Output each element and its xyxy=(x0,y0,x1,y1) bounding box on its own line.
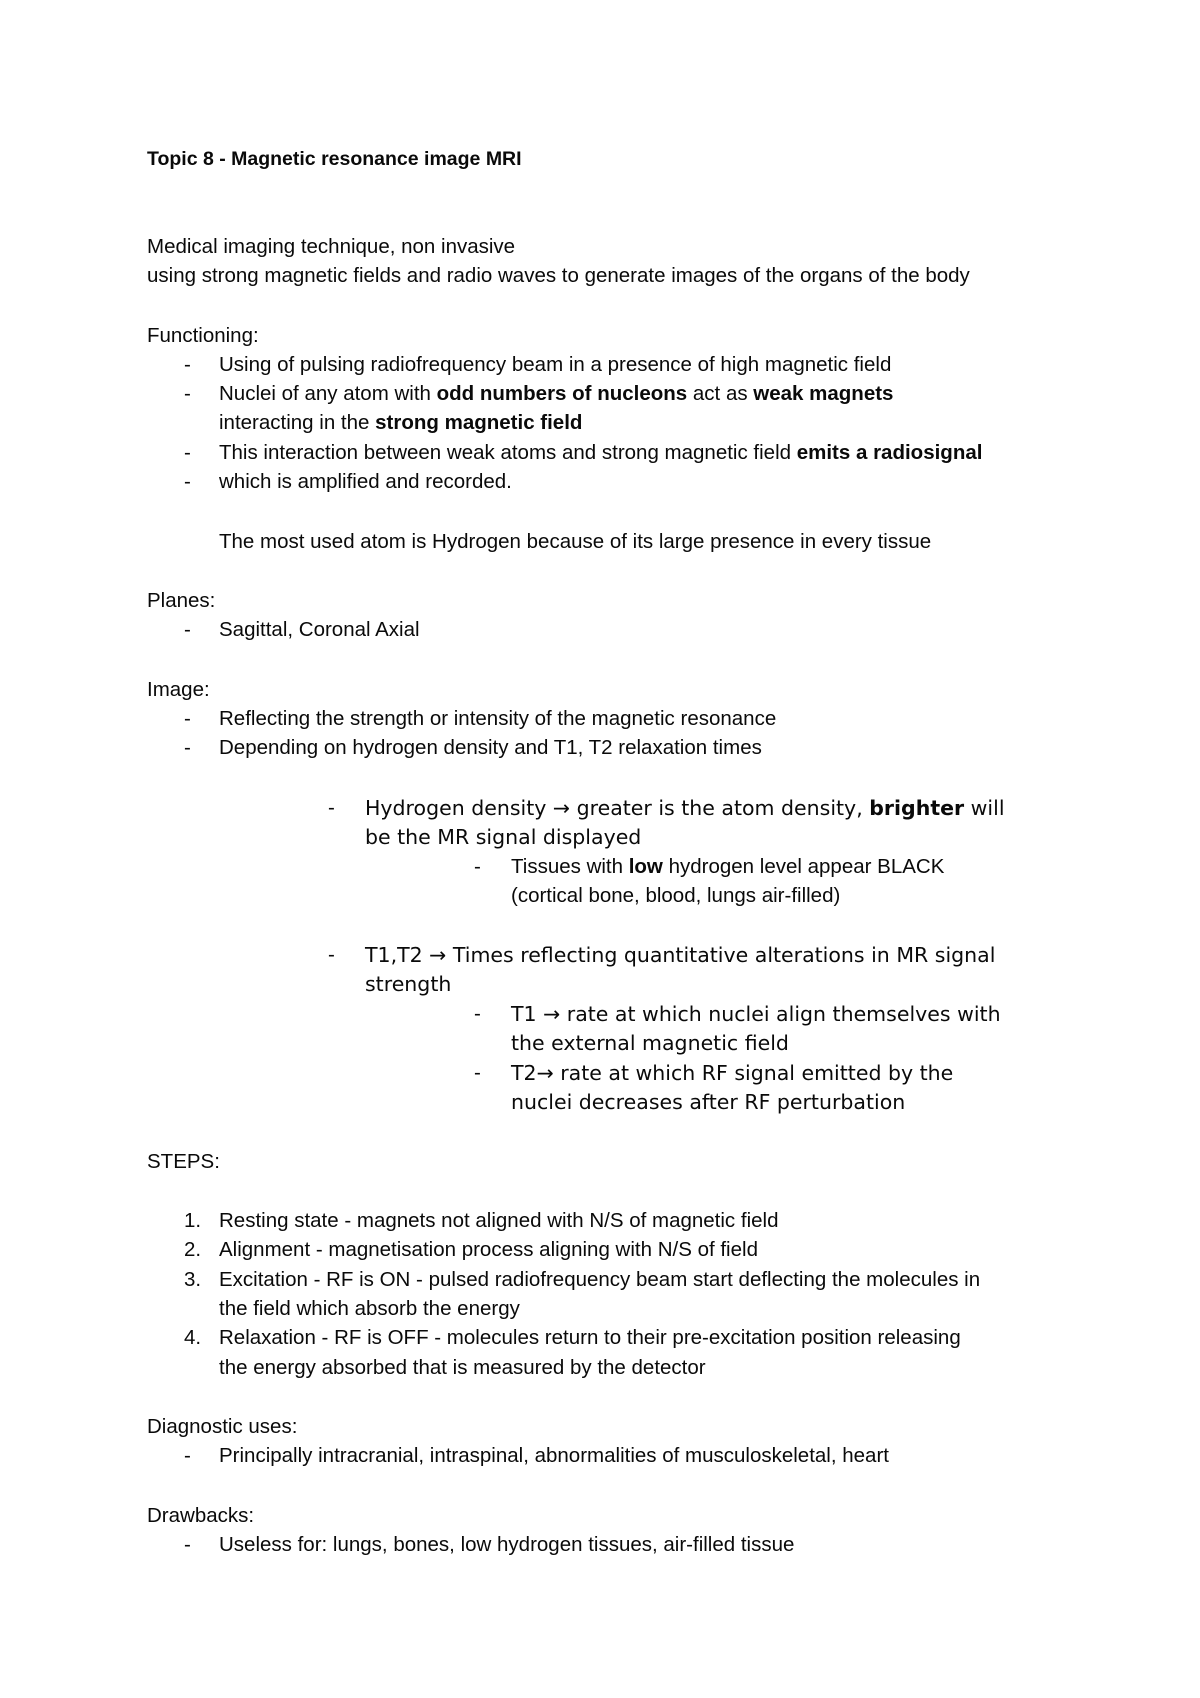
diagnostic-heading: Diagnostic uses: xyxy=(147,1415,298,1438)
low-hydrogen-line-2: (cortical bone, blood, lungs air-filled) xyxy=(511,884,841,907)
bullet-dash: - xyxy=(184,736,191,759)
low-hydrogen-line-1: Tissues with low hydrogen level appear BLACK xyxy=(511,855,945,878)
functioning-heading: Functioning: xyxy=(147,324,259,347)
bullet-dash: - xyxy=(474,855,481,878)
functioning-bullet-4: which is amplified and recorded. xyxy=(219,470,512,493)
step-text: Resting state - magnets not aligned with N/S of magnetic field xyxy=(219,1209,779,1232)
step-text: Excitation - RF is ON - pulsed radiofrequency beam start deflecting the molecules in xyxy=(219,1268,981,1291)
step-number: 2. xyxy=(184,1238,202,1261)
step-text: Alignment - magnetisation process aligning with N/S of field xyxy=(219,1238,758,1261)
t1-line-1: T1 → rate at which nuclei align themselves with xyxy=(511,1002,1001,1026)
t2-line-2: nuclei decreases after RF perturbation xyxy=(511,1090,906,1114)
step-number: 3. xyxy=(184,1268,202,1291)
t2-line-1: T2→ rate at which RF signal emitted by the xyxy=(511,1061,954,1085)
bullet-dash: - xyxy=(184,441,191,464)
bullet-dash: - xyxy=(184,1533,191,1556)
image-bullet-2: Depending on hydrogen density and T1, T2 relaxation times xyxy=(219,736,762,759)
hydrogen-density-line-2: be the MR signal displayed xyxy=(365,825,642,849)
t1-line-2: the external magnetic field xyxy=(511,1031,789,1055)
functioning-bullet-3: This interaction between weak atoms and strong magnetic field emits a radiosignal xyxy=(219,441,983,464)
bullet-dash: - xyxy=(184,382,191,405)
functioning-note: The most used atom is Hydrogen because of its large presence in every tissue xyxy=(219,530,932,553)
steps-heading: STEPS: xyxy=(147,1150,220,1173)
image-bullet-1: Reflecting the strength or intensity of the magnetic resonance xyxy=(219,707,777,730)
planes-heading: Planes: xyxy=(147,589,216,612)
step-number: 1. xyxy=(184,1209,202,1232)
bullet-dash: - xyxy=(474,1002,481,1025)
bullet-dash: - xyxy=(184,353,191,376)
bullet-dash: - xyxy=(184,470,191,493)
bullet-dash: - xyxy=(184,707,191,730)
step-text: Relaxation - RF is OFF - molecules return to their pre-excitation position releasing xyxy=(219,1326,961,1349)
step-text-cont: the field which absorb the energy xyxy=(219,1297,520,1320)
bullet-dash: - xyxy=(474,1061,481,1084)
step-number: 4. xyxy=(184,1326,202,1349)
hydrogen-density-line-1: Hydrogen density → greater is the atom density, brighter will xyxy=(365,796,1005,820)
diagnostic-bullet-1: Principally intracranial, intraspinal, abnormalities of musculoskeletal, heart xyxy=(219,1444,889,1467)
intro-line-1: Medical imaging technique, non invasive xyxy=(147,235,516,258)
step-text-cont: the energy absorbed that is measured by the detector xyxy=(219,1356,706,1379)
planes-bullet-1: Sagittal, Coronal Axial xyxy=(219,618,420,641)
functioning-bullet-2-cont: interacting in the strong magnetic field xyxy=(219,411,583,434)
bullet-dash: - xyxy=(184,618,191,641)
functioning-bullet-2: Nuclei of any atom with odd numbers of nucleons act as weak magnets xyxy=(219,382,894,405)
t1t2-line-2: strength xyxy=(365,972,452,996)
bullet-dash: - xyxy=(184,1444,191,1467)
drawbacks-bullet-1: Useless for: lungs, bones, low hydrogen tissues, air-filled tissue xyxy=(219,1533,795,1556)
t1t2-line-1: T1,T2 → Times reflecting quantitative alterations in MR signal xyxy=(365,943,996,967)
page-title: Topic 8 - Magnetic resonance image MRI xyxy=(147,148,522,170)
bullet-dash: - xyxy=(328,943,335,966)
functioning-bullet-1: Using of pulsing radiofrequency beam in a presence of high magnetic field xyxy=(219,353,892,376)
bullet-dash: - xyxy=(328,796,335,819)
drawbacks-heading: Drawbacks: xyxy=(147,1504,255,1527)
intro-line-2: using strong magnetic fields and radio waves to generate images of the organs of the body xyxy=(147,264,970,287)
image-heading: Image: xyxy=(147,678,210,701)
